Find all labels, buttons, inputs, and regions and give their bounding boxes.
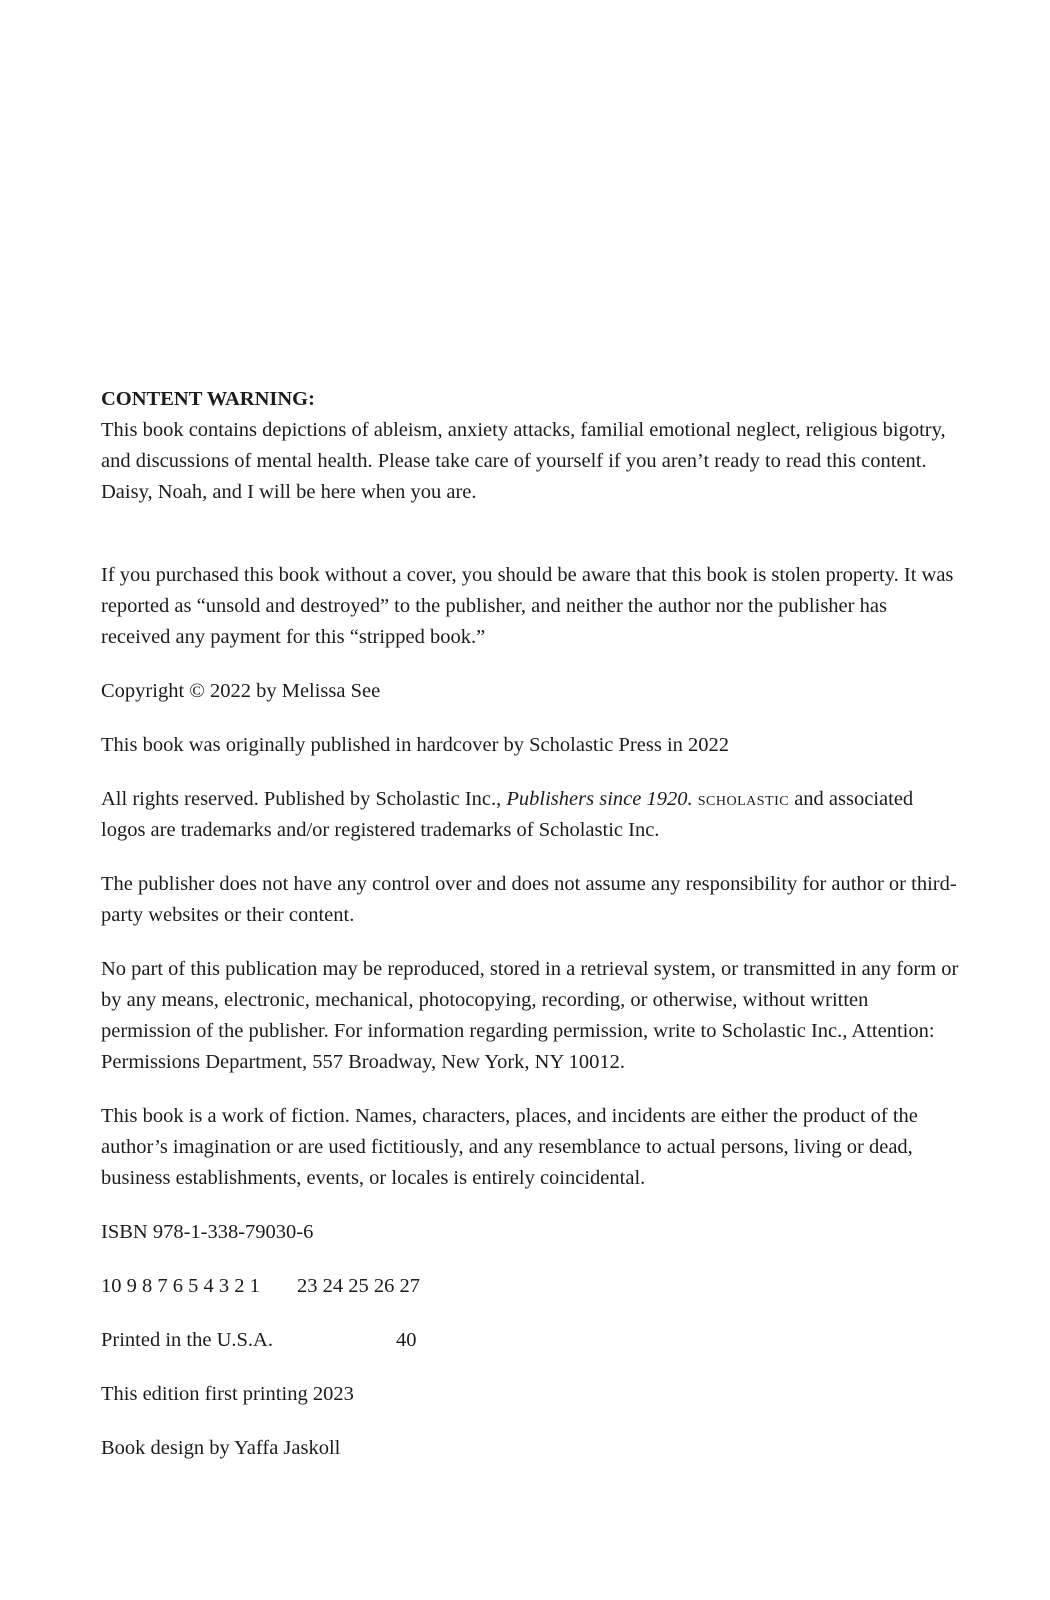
printer-code: 40	[396, 1329, 417, 1351]
publishers-since-text: Publishers since 1920.	[506, 788, 693, 810]
printing-line	[101, 1271, 961, 1302]
isbn-line: ISBN 978-1-338-79030-6	[101, 1221, 314, 1243]
stripped-book-notice: If you purchased this book without a cover, you should be aware that this book is stolen property. It was reported as “unsold and destroyed” to the publisher, and neither the author nor the publisher has received any payment for this “stripped book.”	[101, 564, 954, 648]
fiction-disclaimer: This book is a work of fiction. Names, characters, places, and incidents are either the product of the author’s imagination or are used fictitiously, and any resemblance to actual persons, living or dead, business establishments, events, or locales is entirely coincidental.	[101, 1105, 918, 1189]
responsibility-paragraph: The publisher does not have any control over and does not assume any responsibility for author or third-party websites or their content.	[101, 873, 957, 926]
edition-line: This edition first printing 2023	[101, 1383, 354, 1405]
printed-location: Printed in the U.S.A.	[101, 1329, 273, 1351]
printing-years: 23 24 25 26 27	[297, 1275, 420, 1297]
copyright-page	[101, 384, 961, 1464]
rights-text-start: All rights reserved. Published by Scholastic Inc.,	[101, 788, 507, 810]
rights-paragraph	[101, 784, 961, 846]
content-warning-title: CONTENT WARNING:	[101, 388, 315, 410]
printing-numbers: 10 9 8 7 6 5 4 3 2 1	[101, 1275, 260, 1297]
design-credit: Book design by Yaffa Jaskoll	[101, 1437, 341, 1459]
copyright-line: Copyright © 2022 by Melissa See	[101, 680, 381, 702]
rights-text-end: and associated logos are trademarks and/or registered trademarks of Scholastic Inc.	[101, 788, 914, 841]
content-warning-body: This book contains depictions of ableism, anxiety attacks, familial emotional neglect, religious bigotry, and discussions of mental health. Please take care of yourself if you aren’t ready to read this content. Daisy, Noah, and I will be here when you are.	[101, 419, 946, 503]
original-publication-line: This book was originally published in hardcover by Scholastic Press in 2022	[101, 734, 730, 756]
scholastic-trademark: scholastic	[697, 788, 790, 810]
reproduction-paragraph: No part of this publication may be reproduced, stored in a retrieval system, or transmitted in any form or by any means, electronic, mechanical, photocopying, recording, or otherwise, without written permission of the publisher. For information regarding permission, write to Scholastic Inc., Attention: Permissions Department, 557 Broadway, New York, NY 10012.	[101, 958, 959, 1073]
printed-line	[101, 1325, 961, 1356]
